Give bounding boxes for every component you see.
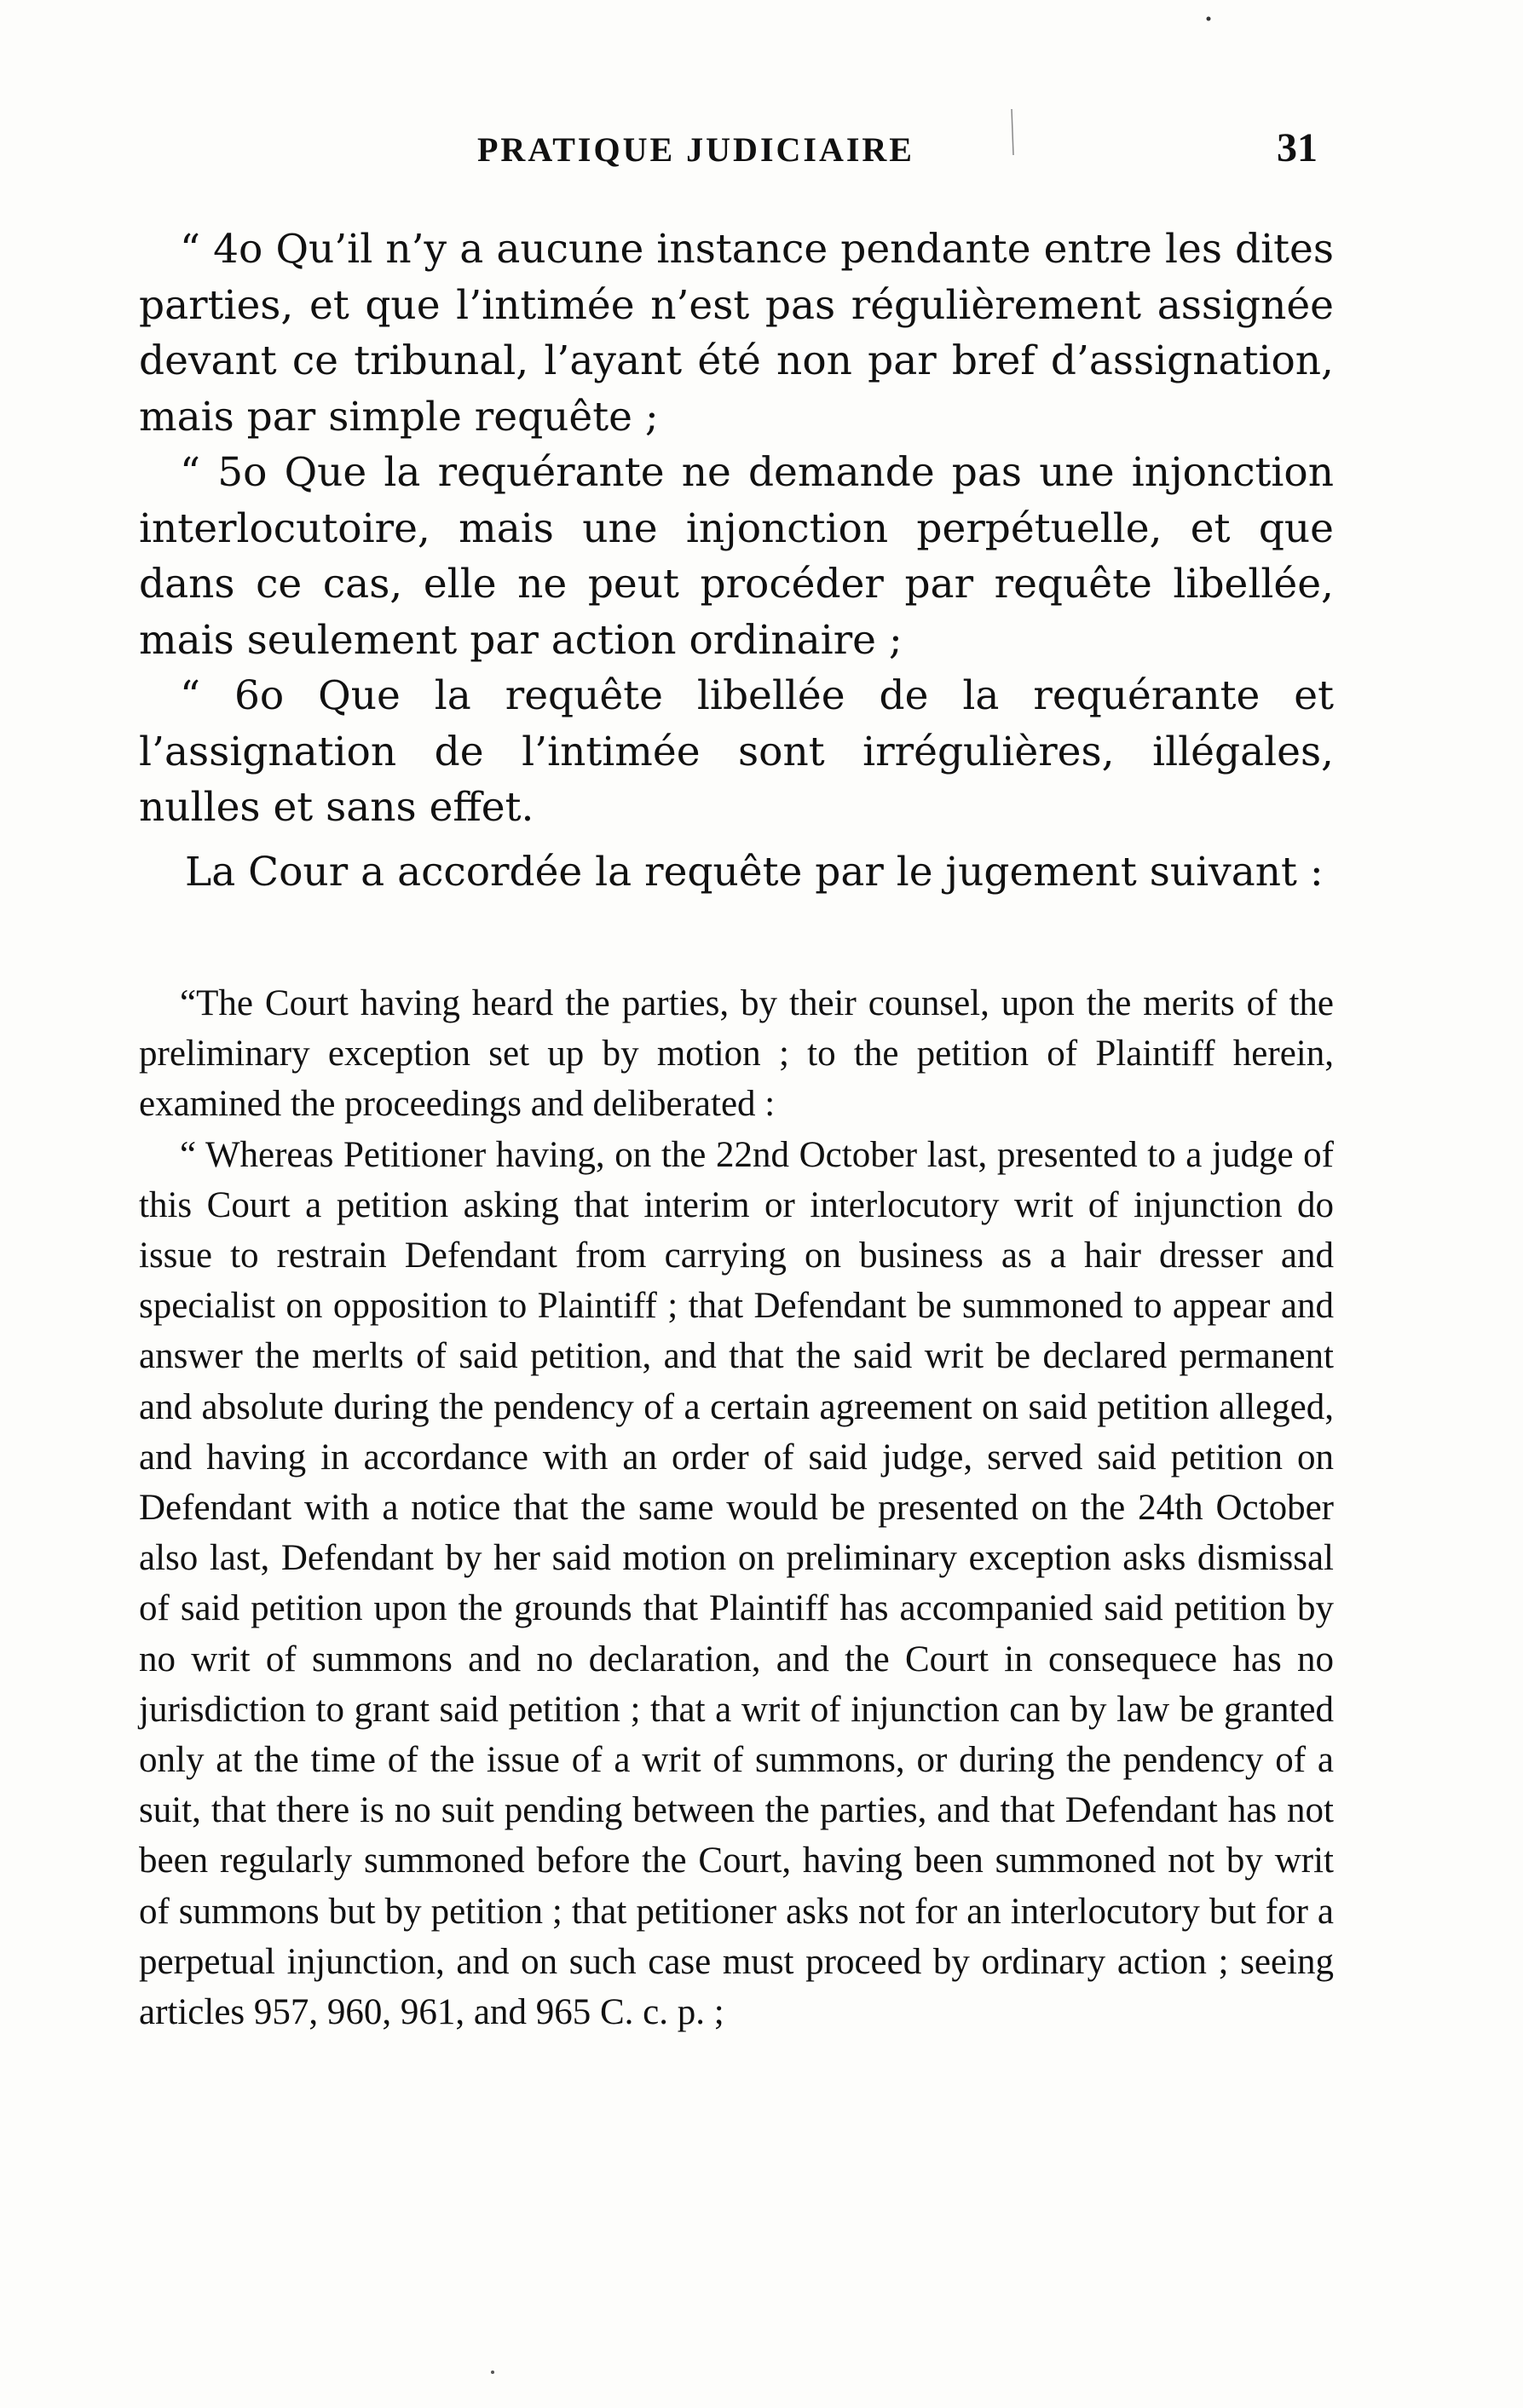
paragraph-court-heard: “The Court having heard the parties, by their counsel, upon the merits of the preliminary exception set up by motion ; to the petition of Plaintiff herein, examined the proceedings and deliberated :: [139, 983, 1334, 1125]
paragraph-objection-4: “ 4o Qu’il n’y a aucune instance pendante entre les dites parties, et que l’intimée n’est pas régulièrement assignée devant ce tribunal, l’ayant été non par bref d’assignation, mais par simple requête ;: [139, 226, 1334, 441]
ink-speck: [491, 2371, 494, 2374]
paragraph-court-ruling-intro: La Cour a accordée la requête par le jugement suivant :: [185, 848, 1324, 896]
paragraph-objection-6: “ 6o Que la requête libellée de la requérante et l’assignation de l’intimée sont irrégulières, illégales, nulles et sans effet.: [139, 672, 1334, 831]
page-number: 31: [1277, 125, 1318, 170]
ink-streak: [1012, 109, 1013, 155]
running-title: PRATIQUE JUDICIAIRE: [477, 130, 914, 169]
ink-speck: [1207, 17, 1211, 21]
paragraph-whereas: “ Whereas Petitioner having, on the 22nd October last, presented to a judge of this Court a petition asking that interim or interlocutory writ of injunction do issue to restrain Defendant from carrying on business as a hair dresser and specialist on opposition to Plaintiff ; that Defendant be summoned to appear and answer the merlts of said petition, and that the said writ be declared permanent and absolute during the pendency of a certain agreement on said petition alleged, and having in accordance with an order of said judge, served said petition on Defendant with a notice that the same would be presented on the 24th October also last, Defendant by her said motion on preliminary exception asks dismissal of said petition upon the grounds that Plaintiff has accompanied said petition by no writ of summons and no declaration, and the Court in consequece has no jurisdiction to grant said petition ; that a writ of injunction can by law be granted only at the time of the issue of a writ of summons, or during the pendency of a suit, that there is no suit pending between the parties, and that Defendant has not been regularly summoned before the Court, having been summoned not by writ of summons but by petition ; that petitioner asks not for an interlocutory but for a perpetual injunction, and on such case must proceed by ordinary action ; seeing articles 957, 960, 961, and 965 C. c. p. ;: [139, 1134, 1334, 2033]
paragraph-objection-5: “ 5o Que la requérante ne demande pas une injonction interlocutoire, mais une injonction perpétuelle, et que dans ce cas, elle ne peut procéder par requête libellée, mais seulement par action ordinaire ;: [139, 449, 1334, 664]
